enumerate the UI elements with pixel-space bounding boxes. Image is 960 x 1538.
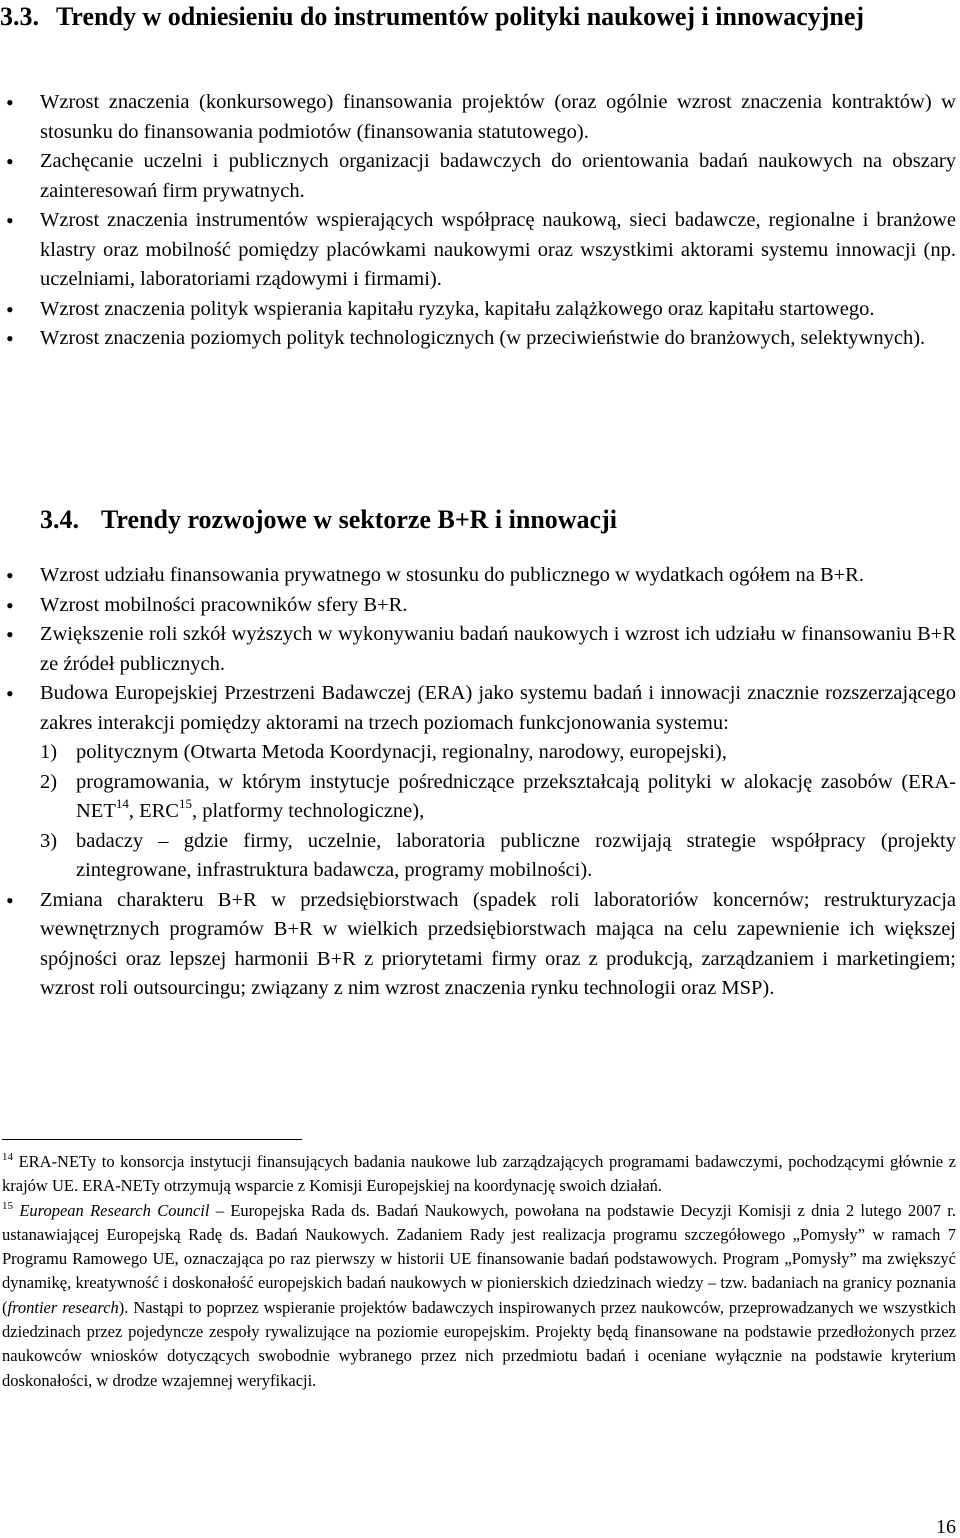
sub-number: 1) [40,741,58,763]
footnotes [2,1150,956,1393]
footnote-15 [2,1199,956,1393]
footnote-ref-14[interactable]: 14 [115,796,129,811]
footnote-italic-term: frontier research [7,1297,119,1317]
page-number: 16 [936,1516,956,1538]
footnote-separator [2,1139,302,1140]
list-item: • Wzrost znaczenia instrumentów wspierających współpracę naukową, sieci badawcze, regionalne i branżowe klastry oraz mobilność pomiędzy placówkami naukowymi oraz wszystkimi aktorami systemu innowacji (np. uczelniami, laboratoriami rządowymi i firmami). [40,206,956,295]
era-intro: Budowa Europejskiej Przestrzeni Badawczej (ERA) jako systemu badań i innowacji znacznie rozszerzającego zakres interakcji pomiędzy aktorami na trzech poziomach funkcjonowania systemu: [40,682,956,734]
list-item: • Wzrost znaczenia polityk wspierania kapitału ryzyka, kapitału zalążkowego oraz kapitału startowego. [40,295,956,325]
sub-item-2 [40,768,956,827]
sub-number: 3) [40,829,58,852]
sub-text: , platformy technologiczne), [191,800,425,822]
section-heading-3-4 [40,503,940,537]
list-item: • Zmiana charakteru B+R w przedsiębiorstwach (spadek roli laboratoriów koncernów; restrukturyzacja wewnętrznych programów B+R w wielkich przedsiębiorstwach mająca na celu zapewnienie ich większej spójności oraz lepszej harmonii B+R z priorytetami firmy oraz z produkcją, zarządzaniem i marketingiem; wzrost roli outsourcingu; związany z nim wzrost znaczenia rynku technologii oraz MSP). [40,886,956,1004]
footnote-italic-term: European Research Council [19,1200,210,1220]
footnote-text: ERA-NETy to konsorcja instytucji finansujących badania naukowe lub zarządzających programami badawczymi, pochodzącymi głównie z krajów UE. ERA-NETy otrzymują wsparcie z Komisji Europejskiej na koordynację swoich działań. [2,1152,957,1196]
list-item: • Zachęcanie uczelni i publicznych organizacji badawczych do orientowania badań naukowych na obszary zainteresowań firm prywatnych. [40,147,956,206]
section-number: 3.4. [40,505,79,534]
list-item: • Wzrost udziału finansowania prywatnego w stosunku do publicznego w wydatkach ogółem na B+R. [40,561,956,591]
footnote-text: – Europejska Rada ds. Badań Naukowych, powołana na podstawie Decyzji Komisji z dnia 2 lutego 2007 r. ustanawiającej Europejską Radę ds. Badań Naukowych. Zadaniem Rady jest realizacja programu szczegółowego „Pomysły” w ramach 7 Programu Ramowego UE, oznaczająca po raz pierwszy w historii UE finansowanie badań podstawowych. Program „Pomysły” ma zwiększyć dynamikę, kreatywność i doskonałość europejskich badań naukowych w pionierskich dziedzinach wiedzy – tzw. badaniach na granicy poznania ( [2,1200,957,1317]
footnote-mark: 15 [2,1199,13,1212]
sub-number: 2) [40,770,58,793]
sub-text: programowania, w którym instytucje pośredniczące przekształcają polityki w alokację zasobów (ERA-NET [76,770,956,822]
list-item: • Zwiększenie roli szkół wyższych w wykonywaniu badań naukowych i wzrost ich udziału w finansowaniu B+R ze źródeł publicznych. [40,620,956,679]
sub-item-3 [40,827,956,886]
list-item: • Wzrost znaczenia poziomych polityk technologicznych (w przeciwieństwie do branżowych, selektywnych). [40,324,956,354]
section-number: 3.3. [0,2,39,31]
footnote-ref-15[interactable]: 15 [178,796,192,811]
footnote-14 [2,1150,956,1199]
footnote-text: ). Nastąpi to poprzez wspieranie projektów badawczych inspirowanych przez naukowców, przeprowadzanych we wszystkich dziedzinach przez pojedyncze zespoły rywalizujące na poziomie europejskim. Projekty będą finansowane na podstawie przedłożonych przez naukowców wniosków dotyczących swobodnie wybranego przez nich przedmiotu badań i oceniane wyłącznie na podstawie kryterium doskonałości, w drodze wzajemnej weryfikacji. [2,1297,956,1390]
list-item: • Wzrost znaczenia (konkursowego) finansowania projektów (oraz ogólnie wzrost znaczenia kontraktów) w stosunku do finansowania podmiotów (finansowania statutowego). [40,88,956,147]
bullet-list-3-4 [40,561,956,1004]
list-item-era [40,679,956,886]
bullet-list-3-3 [40,88,956,354]
list-item: • Wzrost mobilności pracowników sfery B+R. [40,591,956,621]
footnote-mark: 14 [2,1151,13,1163]
sub-text: politycznym (Otwarta Metoda Koordynacji, regionalny, narodowy, europejski), [76,741,727,763]
sub-text: badaczy – gdzie firmy, uczelnie, laboratoria publiczne rozwijają strategie współpracy (projekty zintegrowane, infrastruktura badawcza, programy mobilności). [76,829,956,881]
section-heading-3-3 [0,0,955,34]
sub-text: , ERC [128,800,179,822]
section-title: Trendy rozwojowe w sektorze B+R i innowacji [101,505,617,534]
sub-item-1 [40,738,956,768]
section-title: Trendy w odniesieniu do instrumentów polityki naukowej i innowacyjnej [56,2,865,31]
